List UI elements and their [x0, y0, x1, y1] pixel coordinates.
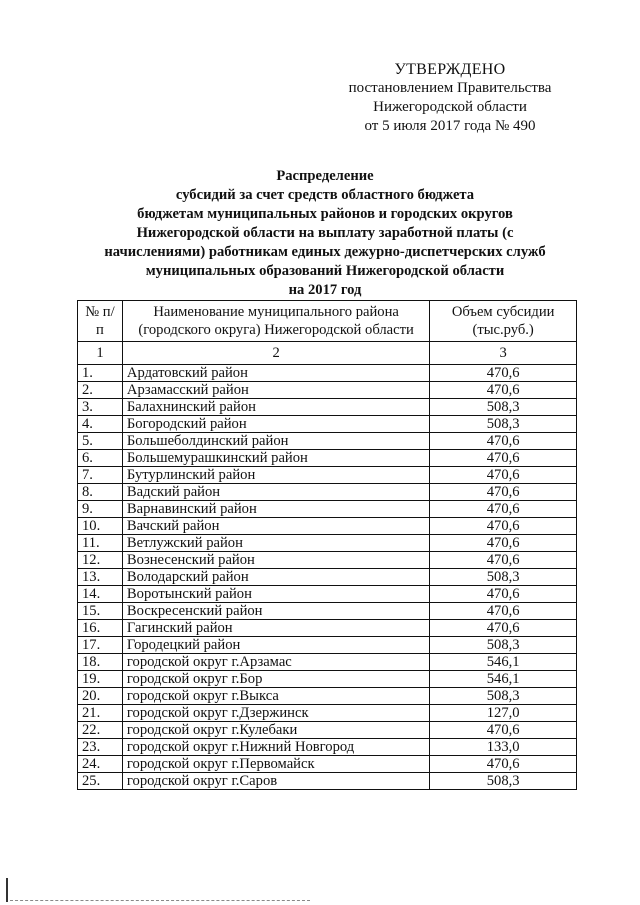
row-name: городской округ г.Кулебаки	[122, 722, 429, 739]
row-amount: 127,0	[430, 705, 577, 722]
row-name: Воскресенский район	[122, 603, 429, 620]
table-row	[78, 552, 577, 569]
row-number: 16.	[78, 620, 123, 637]
row-name: Вадский район	[122, 484, 429, 501]
row-number: 17.	[78, 637, 123, 654]
row-number: 12.	[78, 552, 123, 569]
title-line: муниципальных образований Нижегородской области	[145, 263, 505, 279]
row-number: 18.	[78, 654, 123, 671]
row-name: Богородский район	[122, 416, 429, 433]
row-number: 9.	[78, 501, 123, 518]
scan-mark	[6, 878, 8, 902]
row-number: 22.	[78, 722, 123, 739]
row-name: Воротынский район	[122, 586, 429, 603]
row-amount: 508,3	[430, 688, 577, 705]
row-name: городской округ г.Саров	[122, 773, 429, 790]
row-number: 7.	[78, 467, 123, 484]
row-amount: 508,3	[430, 399, 577, 416]
row-number: 23.	[78, 739, 123, 756]
approval-heading: УТВЕРЖДЕНО	[394, 61, 506, 78]
row-name: Ветлужский район	[122, 535, 429, 552]
column-number-row	[78, 342, 577, 365]
row-name: Гагинский район	[122, 620, 429, 637]
row-name: городской округ г.Первомайск	[122, 756, 429, 773]
row-name: Ардатовский район	[122, 365, 429, 382]
row-amount: 470,6	[430, 365, 577, 382]
row-number: 24.	[78, 756, 123, 773]
row-name: Варнавинский район	[122, 501, 429, 518]
row-number: 6.	[78, 450, 123, 467]
table-row	[78, 467, 577, 484]
row-name: Вачский район	[122, 518, 429, 535]
row-amount: 470,6	[430, 450, 577, 467]
title-line: субсидий за счет средств областного бюджета	[175, 187, 475, 203]
row-amount: 470,6	[430, 756, 577, 773]
title-line: начислениями) работникам единых дежурно-диспетчерских служб	[104, 244, 546, 260]
table-row	[78, 671, 577, 688]
row-amount: 470,6	[430, 535, 577, 552]
row-name: Бутурлинский район	[122, 467, 429, 484]
document-title	[70, 167, 580, 300]
row-number: 1.	[78, 365, 123, 382]
table-row	[78, 739, 577, 756]
table-row	[78, 756, 577, 773]
row-amount: 508,3	[430, 569, 577, 586]
row-amount: 470,6	[430, 518, 577, 535]
title-line: Распределение	[276, 168, 374, 184]
approval-line-3: от 5 июля 2017 года № 490	[364, 118, 536, 134]
table-row	[78, 637, 577, 654]
table-row	[78, 603, 577, 620]
row-name: Балахнинский район	[122, 399, 429, 416]
table-row	[78, 416, 577, 433]
column-number: 1	[78, 342, 123, 365]
approval-line-2: Нижегородской области	[373, 99, 527, 115]
table-header-row	[78, 301, 577, 342]
table-row	[78, 654, 577, 671]
table-row	[78, 450, 577, 467]
header-name: Наименование муниципального района (городского округа) Нижегородской области	[122, 301, 429, 342]
header-number: № п/п	[78, 301, 123, 342]
table-row	[78, 433, 577, 450]
row-name: городской округ г.Дзержинск	[122, 705, 429, 722]
table-row	[78, 382, 577, 399]
row-name: Городецкий район	[122, 637, 429, 654]
row-amount: 508,3	[430, 416, 577, 433]
approval-line-1: постановлением Правительства	[348, 80, 552, 96]
table-row	[78, 518, 577, 535]
row-number: 11.	[78, 535, 123, 552]
row-number: 3.	[78, 399, 123, 416]
row-name: городской округ г.Нижний Новгород	[122, 739, 429, 756]
title-line: бюджетам муниципальных районов и городских округов	[137, 206, 513, 222]
table-row	[78, 501, 577, 518]
row-name: городской округ г.Бор	[122, 671, 429, 688]
table-row	[78, 569, 577, 586]
row-number: 14.	[78, 586, 123, 603]
row-amount: 470,6	[430, 501, 577, 518]
row-name: городской округ г.Арзамас	[122, 654, 429, 671]
table-row	[78, 365, 577, 382]
row-number: 4.	[78, 416, 123, 433]
subsidy-table	[77, 300, 577, 790]
table-row	[78, 399, 577, 416]
row-amount: 546,1	[430, 654, 577, 671]
row-number: 19.	[78, 671, 123, 688]
row-number: 5.	[78, 433, 123, 450]
table-row	[78, 688, 577, 705]
table-row	[78, 620, 577, 637]
row-amount: 546,1	[430, 671, 577, 688]
title-line: Нижегородской области на выплату заработной платы (с	[136, 225, 514, 241]
header-amount: Объем субсидии (тыс.руб.)	[430, 301, 577, 342]
row-number: 2.	[78, 382, 123, 399]
row-number: 20.	[78, 688, 123, 705]
row-amount: 470,6	[430, 484, 577, 501]
row-amount: 470,6	[430, 433, 577, 450]
row-number: 10.	[78, 518, 123, 535]
table-row	[78, 484, 577, 501]
table-row	[78, 705, 577, 722]
row-name: городской округ г.Выкса	[122, 688, 429, 705]
column-number: 2	[122, 342, 429, 365]
row-amount: 470,6	[430, 603, 577, 620]
table-row	[78, 586, 577, 603]
scan-dashes	[10, 900, 310, 901]
row-name: Вознесенский район	[122, 552, 429, 569]
title-line: на 2017 год	[288, 282, 362, 298]
row-amount: 470,6	[430, 722, 577, 739]
row-amount: 508,3	[430, 773, 577, 790]
row-name: Арзамасский район	[122, 382, 429, 399]
row-amount: 133,0	[430, 739, 577, 756]
row-amount: 470,6	[430, 620, 577, 637]
row-number: 8.	[78, 484, 123, 501]
table-row	[78, 722, 577, 739]
row-amount: 470,6	[430, 586, 577, 603]
row-number: 25.	[78, 773, 123, 790]
row-amount: 470,6	[430, 467, 577, 484]
row-amount: 508,3	[430, 637, 577, 654]
table-row	[78, 535, 577, 552]
table-body	[78, 365, 577, 790]
row-name: Большеболдинский район	[122, 433, 429, 450]
column-number: 3	[430, 342, 577, 365]
row-number: 21.	[78, 705, 123, 722]
approval-stamp	[330, 60, 570, 136]
row-name: Большемурашкинский район	[122, 450, 429, 467]
row-name: Володарский район	[122, 569, 429, 586]
row-number: 13.	[78, 569, 123, 586]
row-amount: 470,6	[430, 552, 577, 569]
table-row	[78, 773, 577, 790]
row-number: 15.	[78, 603, 123, 620]
row-amount: 470,6	[430, 382, 577, 399]
